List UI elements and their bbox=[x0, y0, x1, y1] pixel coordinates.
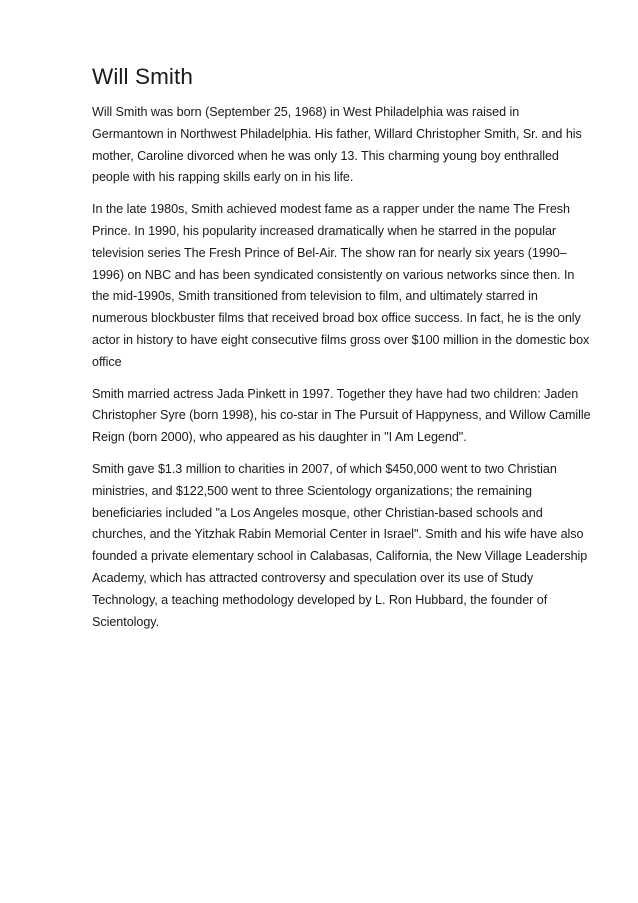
document-title: Will Smith bbox=[92, 64, 193, 89]
paragraph-career: In the late 1980s, Smith achieved modest fame as a rapper under the name The Fresh Prince. In 1990, his popularity increased dramatically when he starred in the popular television series The Fresh Prince of Bel-Air. The show ran for nearly six years (1990–1996) on NBC and has been syndicated consistently on various networks since then. In the mid-1990s, Smith transitioned from television to film, and ultimately starred in numerous blockbuster films that received broad box office success. In fact, he is the only actor in history to have eight consecutive films gross over $100 million in the domestic box office bbox=[92, 202, 590, 369]
paragraph-charity: Smith gave $1.3 million to charities in 2007, of which $450,000 went to two Christian ministries, and $122,500 went to three Scientology organizations; the remaining beneficiaries included "a Los Angeles mosque, other Christian-based schools and churches, and the Yitzhak Rabin Memorial Center in Israel". Smith and his wife have also founded a private elementary school in Calabasas, California, the New Village Leadership Academy, which has attracted controversy and speculation over its use of Study Technology, a teaching methodology developed by L. Ron Hubbard, the founder of Scientology. bbox=[92, 461, 588, 629]
paragraph-early-life: Will Smith was born (September 25, 1968) in West Philadelphia was raised in Germantown in Northwest Philadelphia. His father, Willard Christopher Smith, Sr. and his mother, Caroline divorced when he was only 13. This charming young boy enthralled people with his rapping skills early on in his life. bbox=[92, 105, 582, 185]
paragraph-family: Smith married actress Jada Pinkett in 1997. Together they have had two children: Jaden Christopher Syre (born 1998), his co-star in The Pursuit of Happyness, and Willow Camille Reign (born 2000), who appeared as his daughter in "I Am Legend". bbox=[92, 386, 591, 445]
